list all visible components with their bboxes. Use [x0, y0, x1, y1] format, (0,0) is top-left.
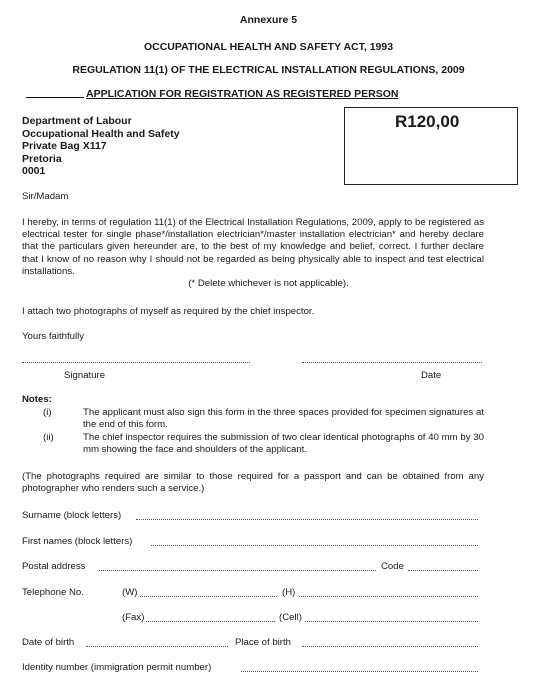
- place-of-birth-label: Place of birth: [235, 637, 291, 648]
- notes-heading: Notes:: [22, 394, 52, 405]
- application-title-line: [26, 88, 399, 100]
- cell-field[interactable]: [305, 621, 478, 622]
- delete-note: (* Delete whichever is not applicable).: [188, 278, 349, 289]
- closing-text: Yours faithfully: [22, 331, 85, 342]
- work-phone-label: (W): [122, 587, 138, 598]
- note-number: (ii): [43, 432, 54, 443]
- first-names-label: First names (block letters): [22, 536, 133, 547]
- cell-label: (Cell): [279, 612, 302, 623]
- regulation-title: REGULATION 11(1) OF THE ELECTRICAL INSTALLATION REGULATIONS, 2009: [72, 64, 465, 76]
- annexure-label: Annexure 5: [239, 14, 298, 26]
- application-title: APPLICATION FOR REGISTRATION AS REGISTERED PERSON: [86, 88, 399, 100]
- address-line-5: 0001: [22, 165, 46, 178]
- postal-address-field[interactable]: [99, 570, 376, 571]
- surname-label: Surname (block letters): [22, 510, 122, 521]
- signature-line[interactable]: [22, 362, 250, 363]
- first-names-field[interactable]: [151, 545, 478, 546]
- address-line-2: Occupational Health and Safety: [22, 127, 180, 140]
- code-label: Code: [381, 561, 404, 572]
- identity-number-label: Identity number (immigration permit number): [22, 662, 212, 673]
- title-underline-rule: [26, 97, 84, 98]
- declaration-paragraph: I hereby, in terms of regulation 11(1) of the Electrical Installation Regulations, 2009, apply to be registered as electrical tester for single phase*/installation electrician*/master installation electrician* and hereby declare that the particulars given hereunder are, to the best of my knowledge and belief, correct. I further declare that I know of no reason why I should not be regarded as being physically able to inspect and test electrical installations.: [22, 217, 484, 277]
- code-field[interactable]: [408, 570, 478, 571]
- home-phone-field[interactable]: [299, 596, 478, 597]
- signature-label: Signature: [64, 370, 106, 381]
- postal-address-label: Postal address: [22, 561, 86, 572]
- note-text: The applicant must also sign this form in the three spaces provided for specimen signatures at the end of this form.: [83, 407, 484, 430]
- note-text: The chief inspector requires the submission of two clear identical photographs of 40 mm by 30 mm showing the face and shoulders of the applicant.: [83, 432, 484, 455]
- telephone-label: Telephone No.: [22, 587, 84, 598]
- address-line-4: Pretoria: [22, 152, 62, 165]
- date-label: Date: [421, 370, 442, 381]
- fee-amount: R120,00: [395, 112, 460, 131]
- address-line-3: Private Bag X117: [22, 140, 107, 153]
- salutation: Sir/Madam: [22, 191, 69, 202]
- identity-number-field[interactable]: [241, 671, 478, 672]
- place-of-birth-field[interactable]: [302, 646, 478, 647]
- surname-field[interactable]: [136, 519, 478, 520]
- fax-label: (Fax): [122, 612, 145, 623]
- attach-statement: I attach two photographs of myself as required by the chief inspector.: [22, 306, 315, 317]
- date-of-birth-field[interactable]: [86, 646, 228, 647]
- photo-note: (The photographs required are similar to those required for a passport and can be obtained from any photographer who renders such a service.): [22, 471, 484, 495]
- work-phone-field[interactable]: [140, 596, 277, 597]
- home-phone-label: (H): [282, 587, 296, 598]
- date-line[interactable]: [302, 362, 482, 363]
- date-of-birth-label: Date of birth: [22, 637, 75, 648]
- address-line-1: Department of Labour: [22, 115, 132, 127]
- act-title: OCCUPATIONAL HEALTH AND SAFETY ACT, 1993: [143, 41, 394, 53]
- note-number: (i): [43, 407, 52, 418]
- fax-field[interactable]: [146, 621, 275, 622]
